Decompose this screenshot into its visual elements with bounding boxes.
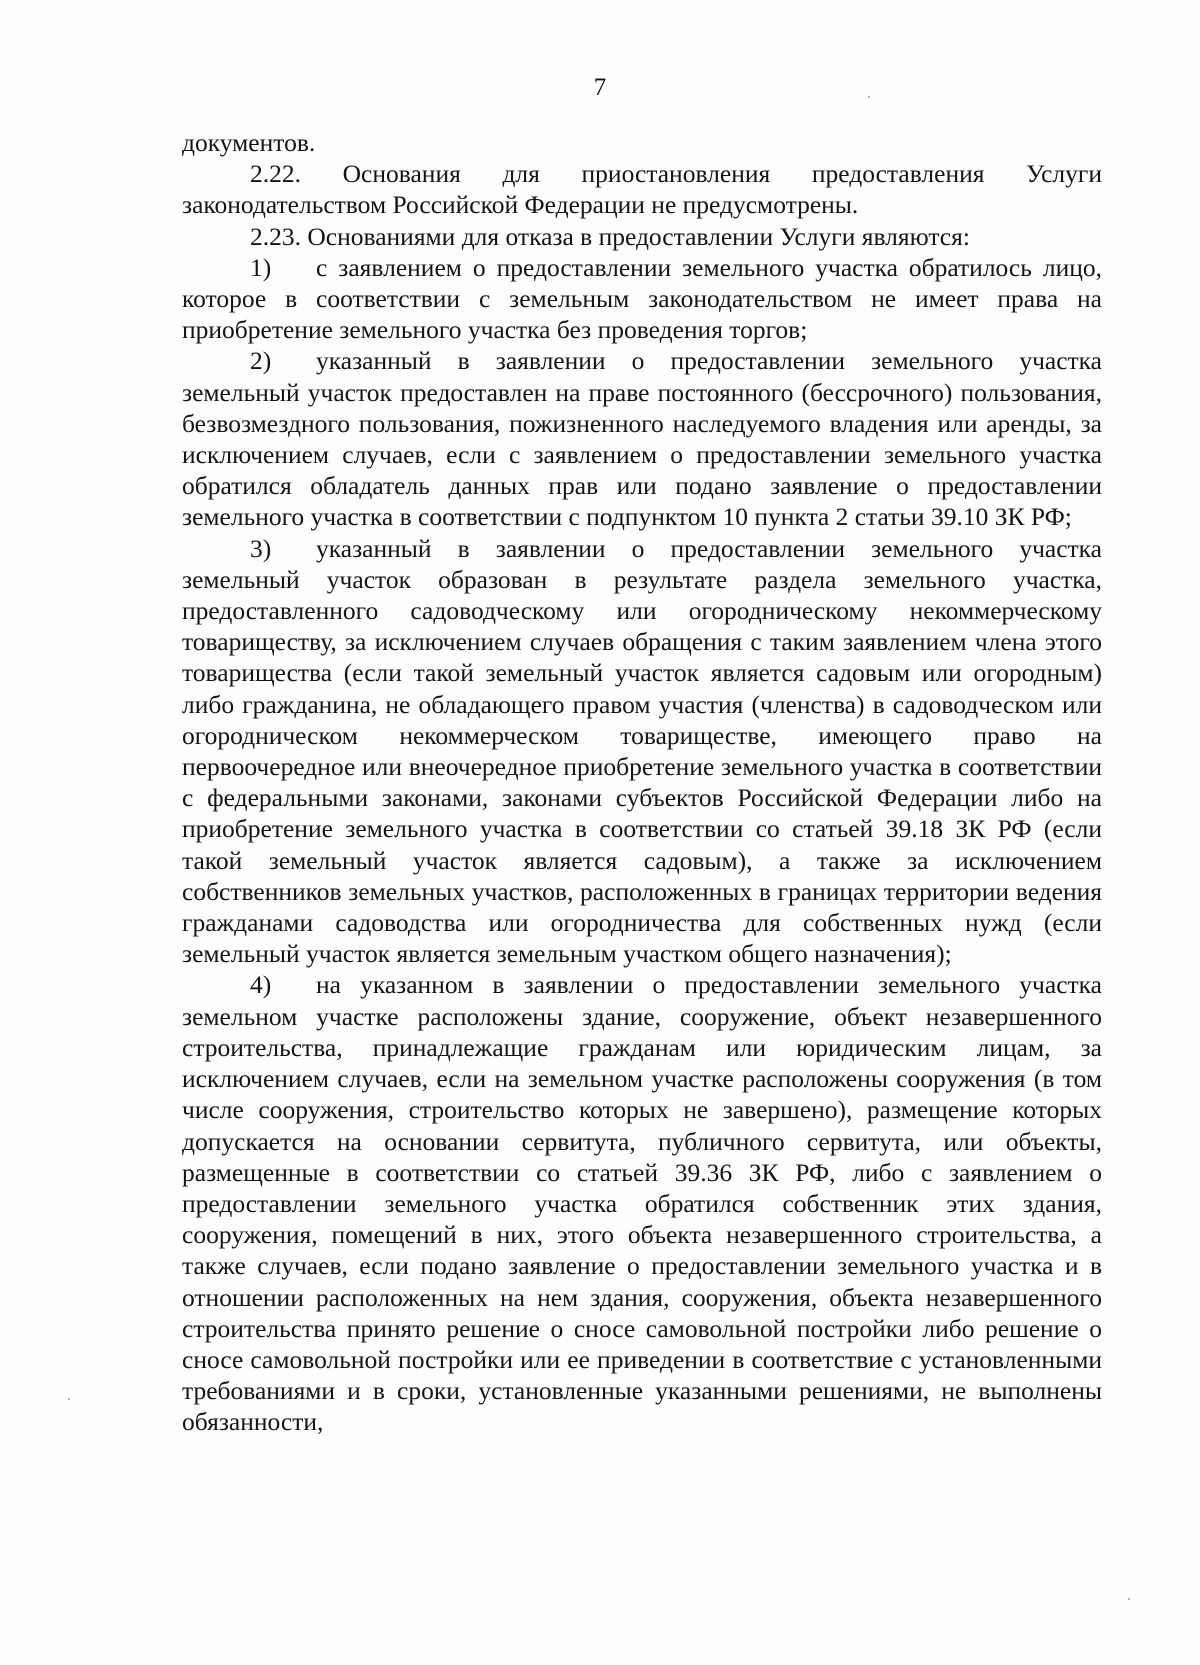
page-number: 7: [593, 74, 607, 101]
list-item-text: указанный в заявлении о предоставлении земельного участка земельный участок предоставлен на праве постоянного (бессрочного) пользования, безвозмездного пользования, пожизненного наследуемого владения или аренды, за исключением случаев, если с заявлением о предоставлении земельного участка обратился обладатель данных прав или подано заявление о предоставлении земельного участка в соответствии с подпунктом 10 пункта 2 статьи 39.10 ЗК РФ;: [182, 346, 1102, 532]
list-item-number: 2): [250, 346, 272, 376]
document-body: [182, 127, 1102, 1438]
list-item-text: указанный в заявлении о предоставлении земельного участка земельный участок образован в результате раздела земельного участка, предоставленного садоводческому или огородническому некоммерческому товариществу, за исключением случаев обращения с таким заявлением члена этого товарищества (если такой земельный участок является садовым или огородным) либо гражданина, не обладающего правом участия (членства) в садоводческом или огородническом некоммерческом товариществе, имеющего право на первоочередное или внеочередное приобретение земельного участка в соответствии с федеральными законами, законами субъектов Российской Федерации либо на приобретение земельного участка в соответствии со статьей 39.18 ЗК РФ (если такой земельный участок является садовым), а также за исключением собственников земельных участков, расположенных в границах территории ведения гражданами садоводства или огородничества для собственных нужд (если земельный участок является земельным участком общего назначения);: [182, 533, 1102, 969]
list-item-3: [182, 533, 1102, 970]
clause-2-23: 2.23. Основаниями для отказа в предоставлении Услуги являются:: [250, 221, 970, 251]
scan-speck: [868, 96, 870, 98]
list-item-text: с заявлением о предоставлении земельного участка обратилось лицо, которое в соответствии с земельным законодательством не имеет права на приобретение земельного участка без проведения торгов;: [182, 252, 1102, 345]
list-item-4: [182, 969, 1102, 1437]
list-item-number: 1): [250, 252, 272, 282]
scan-speck: [1128, 1598, 1130, 1600]
list-item-1: [182, 252, 1102, 346]
list-item-number: 4): [250, 970, 272, 1000]
list-item-number: 3): [250, 533, 272, 563]
continuation-line: документов.: [182, 128, 316, 157]
list-item-2: [182, 345, 1102, 532]
scan-speck: [68, 1398, 70, 1400]
list-item-text: на указанном в заявлении о предоставлении земельного участка земельном участке расположены здание, сооружение, объект незавершенного строительства, принадлежащие гражданам или юридическим лицам, за исключением случаев, если на земельном участке расположены сооружения (в том числе сооружения, строительство которых не завершено), размещение которых допускается на основании сервитута, публичного сервитута, или объекты, размещенные в соответствии со статьей 39.36 ЗК РФ, либо с заявлением о предоставлении земельного участка обратился собственник этих здания, сооружения, помещений в них, этого объекта незавершенного строительства, а также случаев, если подано заявление о предоставлении земельного участка и в отношении расположенных на нем здания, сооружения, объекта незавершенного строительства принято решение о сносе самовольной постройки либо решение о сносе самовольной постройки или ее приведении в соответствие с установленными требованиями и в сроки, установленные указанными решениями, не выполнены обязанности,: [182, 970, 1102, 1437]
clause-2-22: 2.22. Основания для приостановления предоставления Услуги законодательством Российской Федерации не предусмотрены.: [182, 159, 1102, 220]
